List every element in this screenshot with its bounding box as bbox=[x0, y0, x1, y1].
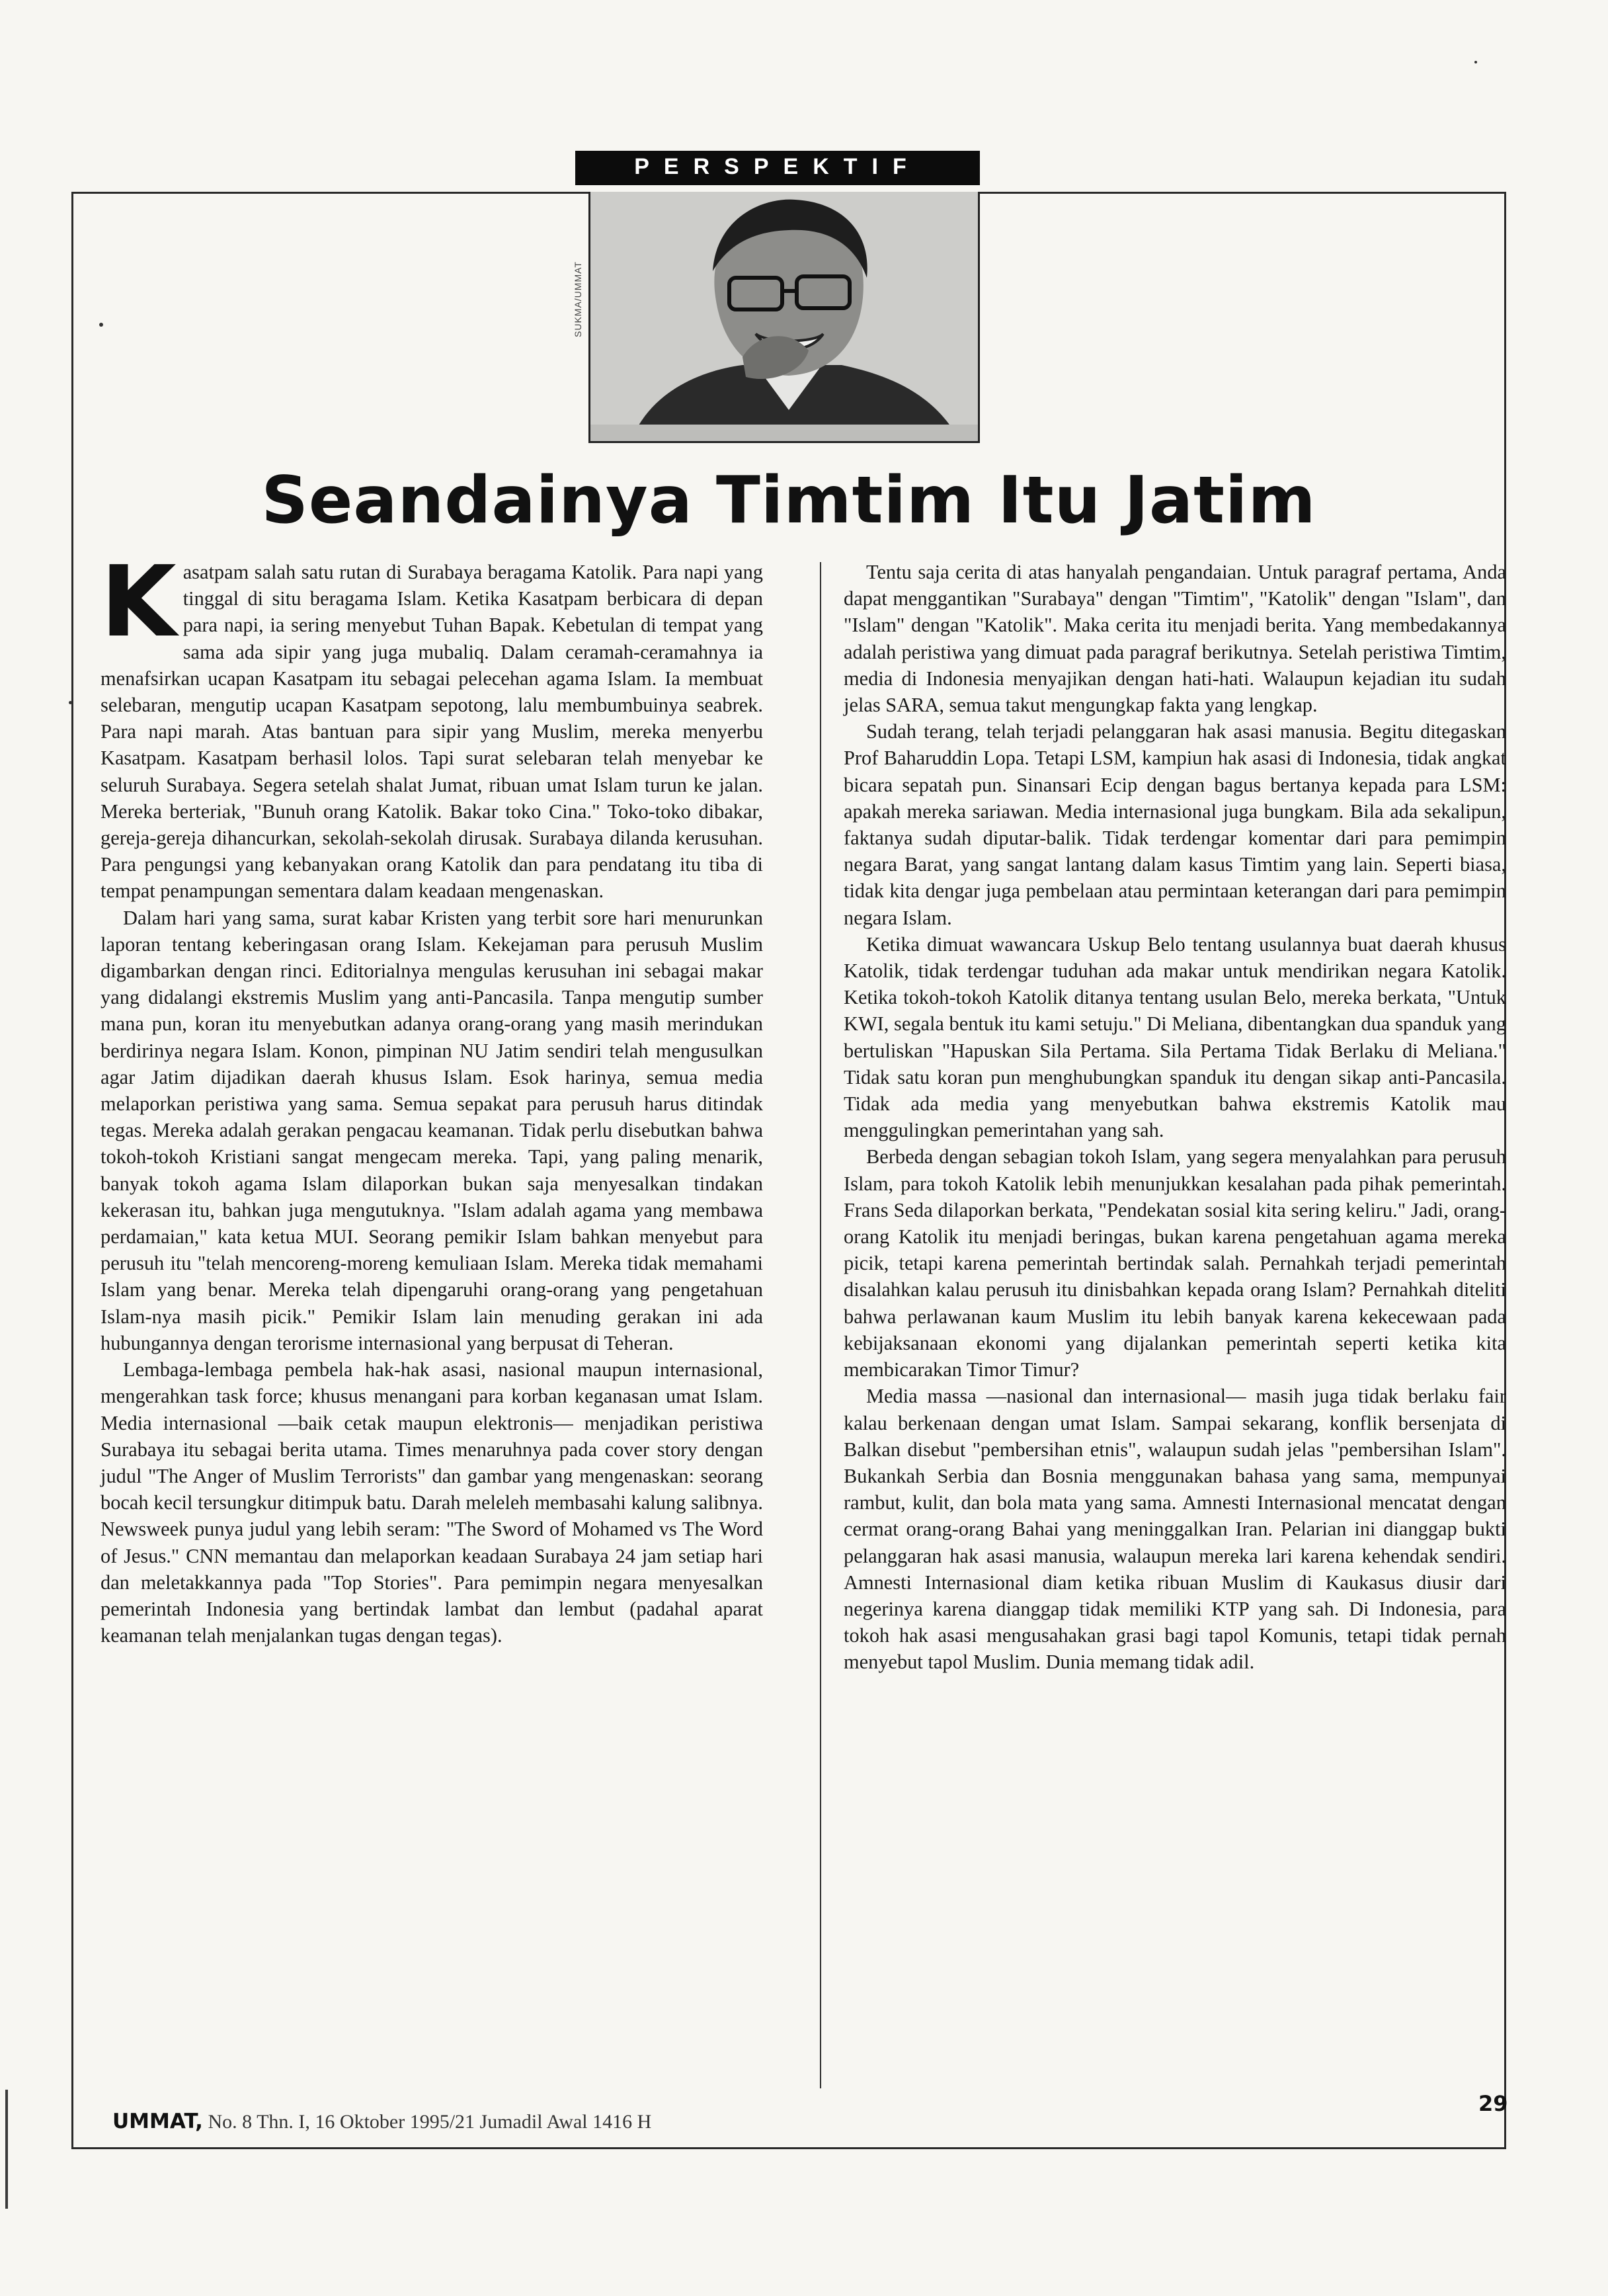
scan-speck bbox=[99, 323, 103, 327]
author-photo bbox=[588, 192, 980, 443]
drop-cap: K bbox=[100, 545, 177, 659]
paragraph: Berbeda dengan sebagian tokoh Islam, yang segera menyalahkan para perusuh Islam, para tokoh Katolik lebih menunjukkan kesalahan pada pihak pemerintah. Frans Seda dilaporkan berkata, "Pendekatan sosial kita sering keliru." Jadi, orang-orang Katolik itu menjadi beringas, bukan karena pengetahuan agama mereka picik, tetapi karena pemerintah bertindak salah. Pernahkah terjadi pemerintah disalahkan kalau perusuh itu dinisbahkan kepada orang Islam? Pernahkah diteliti bahwa perlawanan kaum Muslim itu lebih banyak karena kekecewaan pada kebijaksanaan ekonomi yang dijalankan pemerintah seperti ketika kita membicarakan Timor Timur? bbox=[844, 1145, 1506, 1381]
scan-speck bbox=[69, 701, 72, 704]
paragraph: Ketika dimuat wawancara Uskup Belo tentang usulannya buat daerah khusus Katolik, tidak terdengar tuduhan ada makar untuk mendirikan negara Katolik. Ketika tokoh-tokoh Katolik ditanya tentang usulan Belo, mereka berkata, "Untuk KWI, segala bentuk itu kami setuju." Di Meliana, dibentangkan dua spanduk yang bertuliskan "Hapuskan Sila Pertama. Sila Pertama Tidak Berlaku di Meliana." Tidak satu koran pun menghubungkan spanduk itu dengan sikap anti-Pancasila. Tidak ada media yang menyebutkan bahwa ekstremis Katolik mau menggulingkan pemerintahan yang sah. bbox=[844, 932, 1506, 1142]
paragraph: Tentu saja cerita di atas hanyalah pengandaian. Untuk paragraf pertama, Anda dapat menggantikan "Surabaya" dengan "Timtim", "Katolik" dengan "Islam", dan "Islam" dengan "Katolik". Maka cerita itu menjadi berita. Yang membedakannya adalah peristiwa yang dimuat pada paragraf berikutnya. Setelah peristiwa Timtim, media di Indonesia menyajikan dengan hati-hati. Walaupun kejadian itu sudah jelas SARA, semua takut mengungkap fakta yang lengkap. bbox=[844, 561, 1506, 717]
photo-credit: SUKMA/UMMAT bbox=[573, 261, 583, 337]
paragraph: Dalam hari yang sama, surat kabar Kristen yang terbit sore hari menurunkan laporan tentang keberingasan orang Islam. Kekejaman para perusuh Muslim digambarkan dengan rinci. Editorialnya mengulas kerusuhan ini sebagai makar yang didalangi ekstremis Muslim yang anti-Pancasila. Tanpa mengutip sumber mana pun, koran itu menyebutkan adanya orang-orang yang masih merindukan berdirinya negara Islam. Konon, pimpinan NU Jatim sendiri telah mengusulkan agar Jatim dijadikan daerah khusus Islam. Esok harinya, semua media melaporkan peristiwa yang sama. Semua sepakat para perusuh harus ditindak tegas. Mereka adalah gerakan pengacau keamanan. Tidak perlu disebutkan bahwa tokoh-tokoh Kristiani sangat mengecam mereka. Tapi, yang paling menarik, banyak tokoh agama Islam dilaporkan bukan saja menyesalkan tindakan kekerasan itu, bahkan juga mengutuknya. "Islam adalah agama yang membawa perdamaian," kata ketua MUI. Seorang pemikir Islam bahkan menyebut para perusuh itu "telah mencoreng-moreng kemuliaan Islam. Mereka tidak memahami Islam yang benar. Mereka telah dipengaruhi orang-orang yang pengetahuan Islam-nya masih picik." Pemikir Islam lain menuding gerakan ini ada hubungannya dengan terorisme internasional yang berpusat di Teheran. bbox=[100, 906, 763, 1354]
paragraph bbox=[100, 545, 763, 905]
paragraph: Media massa —nasional dan internasional— masih juga tidak berlaku fair kalau berkenaan dengan umat Islam. Sampai sekarang, konflik bersenjata di Balkan disebut "pembersihan etnis", walaupun sudah jelas "pembersihan Islam". Bukankah Serbia dan Bosnia menggunakan bahasa yang sama, mempunyai rambut, kulit, dan bola mata yang sama. Amnesti Internasional mencatat dengan cermat orang-orang Bahai yang meninggalkan Iran. Pelarian ini dianggap bukti pelanggaran hak asasi manusia, walaupun mereka lari karena kehendak sendiri. Amnesti Internasional diam ketika ribuan Muslim di Kaukasus diusir dari negerinya karena dianggap tidak memiliki KTP yang sah. Di Indonesia, para tokoh hak asasi mengusahakan grasi bagi tapol Komunis, tetapi tidak pernah menyebut tapol Muslim. Dunia memang tidak adil. bbox=[844, 1385, 1506, 1674]
issue-info: No. 8 Thn. I, 16 Oktober 1995/21 Jumadil Awal 1416 H bbox=[208, 2111, 652, 2133]
paragraph: Lembaga-lembaga pembela hak-hak asasi, nasional maupun internasional, mengerahkan task force; khusus menangani para korban keganasan umat Islam. Media internasional —baik cetak maupun elektronis— menjadikan peristiwa Surabaya itu sebagai berita utama. Times menaruhnya pada cover story dengan judul "The Anger of Muslim Terrorists" dan gambar yang mengenaskan: seorang bocah kecil tersungkur ditimpuk batu. Darah meleleh membasahi kalung salibnya. Newsweek punya judul yang lebih seram: "The Sword of Mohamed vs The Word of Jesus." CNN memantau dan melaporkan keadaan Surabaya 24 jam setiap hari dan meletakkannya pada "Top Stories". Para pemimpin negara menyesalkan pemerintah Indonesia yang bertindak lambat dan lembut (padahal aparat keamanan telah menjalankan tugas dengan tegas). bbox=[100, 1358, 763, 1647]
paragraph: Sudah terang, telah terjadi pelanggaran hak asasi manusia. Begitu ditegaskan Prof Baharuddin Lopa. Tetapi LSM, kampiun hak asasi di Indonesia, tidak angkat bicara sepatah pun. Sinansari Ecip dengan bagus bertanya kepada para LSM: apakah mereka sariawan. Media internasional juga bungkam. Bila ada sekalipun, faktanya sudah diputar-balik. Tidak terdengar komentar dari para pemimpin negara Barat, yang sangat lantang dalam kasus Timtim yang lain. Seperti biasa, tidak kita dengar juga pembelaan atau permintaan keterangan dari para pemimpin negara Islam. bbox=[844, 720, 1506, 929]
portrait-illustration bbox=[590, 192, 980, 443]
paragraph-text: asatpam salah satu rutan di Surabaya beragama Katolik. Para napi yang tinggal di situ beragama Islam. Ketika Kasatpam berbicara di depan para napi, ia sering menyebut Tuhan Bapak. Kebetulan di tempat yang sama ada sipir yang juga mubaliq. Dalam ceramah-ceramahnya ia menafsirkan ucapan Kasatpam itu sebagai pelecehan agama Islam. Ia membuat selebaran, mengutip ucapan Kasatpam sepotong, lalu membumbuinya seabrek. Para napi marah. Atas bantuan para sipir yang Muslim, mereka menyerbu Kasatpam. Kasatpam berhasil lolos. Tapi surat selebaran telah menyebar ke seluruh Surabaya. Segera setelah shalat Jumat, ribuan umat Islam turun ke jalan. Mereka berteriak, "Bunuh orang Katolik. Bakar toko Cina." Toko-toko dibakar, gereja-gereja dihancurkan, sekolah-sekolah dirusak. Surabaya dilanda kerusuhan. Para pengungsi yang kebanyakan orang Katolik dan para pendatang itu tiba di tempat penampungan sementara dalam keadaan mengenaskan. bbox=[100, 561, 763, 903]
scan-edge bbox=[5, 2090, 8, 2209]
page-number: 29 bbox=[1478, 2091, 1508, 2116]
magazine-name: UMMAT, bbox=[112, 2110, 203, 2133]
column-divider bbox=[820, 562, 821, 2088]
section-label: PERSPEKTIF bbox=[634, 154, 921, 179]
section-header-bar bbox=[575, 151, 980, 185]
footer bbox=[112, 2110, 651, 2133]
right-column bbox=[844, 559, 1506, 1676]
article-title: Seandainya Timtim Itu Jatim bbox=[261, 463, 1316, 538]
scan-speck bbox=[1474, 61, 1477, 63]
left-column bbox=[100, 545, 763, 1649]
